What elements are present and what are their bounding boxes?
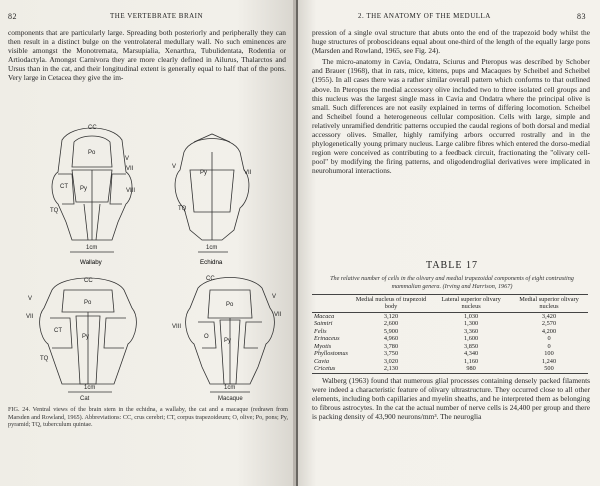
- table-cell: Cricetus: [312, 365, 350, 373]
- wallaby-label-vii: VII: [126, 166, 134, 172]
- table-cell: 980: [432, 365, 510, 373]
- table-cell: 500: [510, 365, 588, 373]
- table-row: [312, 365, 588, 373]
- table-cell: 4,200: [541, 327, 557, 335]
- macaque-species-label: Macaque: [218, 396, 243, 402]
- table-cell: 3,780: [383, 342, 399, 350]
- table-cell: 3,420: [541, 312, 557, 320]
- left-body-text: [8, 28, 286, 85]
- table-row: [312, 343, 588, 351]
- table-cell: 4,960: [383, 335, 399, 343]
- macaque-label-o: O: [204, 334, 209, 340]
- table-cell: 1,300: [463, 320, 479, 328]
- table-header: Medial nucleus of trapezoid body: [350, 295, 432, 313]
- right-page-number: 83: [577, 12, 586, 21]
- table-header: Lateral superior olivary nucleus: [432, 295, 510, 313]
- table-cell: Macaca: [314, 312, 335, 320]
- echidna-label-vii: VII: [244, 170, 252, 176]
- table-cell: 1,160: [463, 357, 479, 365]
- left-page-number: 82: [8, 12, 17, 21]
- macaque-label-v: V: [272, 294, 277, 300]
- wallaby-label-ct: CT: [60, 184, 68, 190]
- cat-label-vii: VII: [26, 314, 34, 320]
- table-cell: 0: [547, 342, 551, 350]
- wallaby-brain-drawing: [52, 128, 132, 252]
- wallaby-label-v: V: [125, 156, 130, 162]
- macaque-scale: 1cm: [224, 385, 236, 391]
- echidna-label-py: Py: [200, 170, 208, 176]
- table-cell: 3,020: [383, 357, 399, 365]
- table-cell: 2,600: [383, 320, 399, 328]
- macaque-label-py: Py: [224, 338, 232, 344]
- table-cell: Phyllostomus: [314, 350, 348, 358]
- table-cell: 3,750: [383, 350, 399, 358]
- wallaby-label-po: Po: [88, 150, 96, 156]
- left-running-title: THE VERTEBRATE BRAIN: [110, 12, 204, 20]
- right-paragraph-1: pression of a single oval structure that abuts onto the end of the trapezoid body whilst the huge structures of proboscideans equal about one-third of the length of the equally large pons (Marsden and Rowland, 1965, see Fig. 24).: [312, 28, 590, 56]
- table-cell: Erinaceus: [314, 335, 340, 343]
- table-cell: 0: [547, 335, 551, 343]
- table-header-row: [312, 295, 588, 313]
- table-title: TABLE 17: [426, 260, 478, 271]
- wallaby-label-cc: CC: [88, 125, 97, 131]
- table-cell: Myotis: [314, 342, 332, 350]
- macaque-label-cc: CC: [206, 276, 215, 282]
- table-row: [312, 312, 588, 320]
- left-page: [0, 0, 296, 486]
- echidna-name: Echidna: [200, 259, 223, 266]
- right-body-text-after-table: [312, 376, 590, 423]
- cat-species-label: Cat: [80, 396, 90, 402]
- cat-label-tq: TQ: [40, 356, 49, 362]
- left-paragraph: components that are particularly large. Spreading both posteriorly and peripherally they can then result in a distinct bulge on the ventrolateral medullary wall. No such eminences are visible amongst the Monotremata, Marsupialia, Xenarthra, Tubulidentata, Rodentia or Artiodactyla. Amongst Carnivora they are more clearly defined in Ailurus, Thalarctos and Ursus than in the cat, and their longitudinal extent is generally equal to half that of the pons. Very large in Cetacea they give the im-: [8, 28, 286, 83]
- table-cell: 3,120: [383, 312, 399, 320]
- cat-label-cc: CC: [84, 278, 93, 284]
- table-cell: 2,130: [350, 365, 432, 373]
- macaque-label-vii: VII: [274, 312, 282, 318]
- wallaby-scale: 1cm: [86, 245, 98, 251]
- table-header: [312, 295, 350, 313]
- table-cell: 3,850: [463, 342, 479, 350]
- table-cell: 100: [544, 350, 554, 358]
- wallaby-label-tq: TQ: [50, 208, 59, 214]
- wallaby-name: Wallaby: [80, 259, 102, 266]
- table-row: [312, 320, 588, 328]
- table-cell: 2,570: [541, 320, 557, 328]
- macaque-label-viii: VIII: [172, 324, 182, 330]
- right-running-title: 2. THE ANATOMY OF THE MEDULLA: [358, 12, 491, 20]
- wallaby-label-py: Py: [80, 186, 88, 192]
- table-cell: 1,030: [463, 312, 479, 320]
- table-row: [312, 328, 588, 336]
- echidna-label-v: V: [172, 164, 177, 170]
- right-body-text: [312, 28, 590, 178]
- echidna-brain-drawing: [175, 134, 249, 252]
- cat-label-ct: CT: [54, 328, 62, 334]
- right-paragraph-2: The micro-anatomy in Cavia, Ondatra, Sciurus and Pteropus was described by Schober and Brauer (1968), that in rats, mice, kittens, pups and Macaques by Scheibel and Scheibel (1955). In all cases there was a rather similar overall pattern which conforms to that outlined above. In Pteropus the medial accessory olive included two to three isolated cell groups and this nucleus was the largest single mass in Cavia and Ondatra where the principal olive is small. Such differences are not easily explained in terms of differing locomotion. Scheibel and Scheibel found a heterogeneous cellular composition. Cells with large, simple and relatively unramified dendritic patterns occupied the caudal regions of both dorsal and medial accessory olives. Smaller, highly ramifying arbors occurred rostrally and in the phylogenetically young primary nucleus. Large calibre fibres which entered the dorso-medial region were conceived as contributing to a feedback circuit, fractionating the "olivary cell-pool" by modifying the firing patterns, and oligodendroglial derivatives were implicated in neurohumoral interactions.: [312, 57, 590, 176]
- table-cell: 5,900: [383, 327, 399, 335]
- table-row: [312, 350, 588, 358]
- table-17: [312, 294, 588, 374]
- cat-scale: 1cm: [84, 385, 96, 391]
- echidna-scale: 1cm: [206, 245, 218, 251]
- table-caption: The relative number of cells in the olivary and medial trapezoidal components of eight contrasting mammalian genera. (Irving and Harrison, 1967): [330, 275, 574, 290]
- table-cell: Cavia: [314, 357, 330, 365]
- right-paragraph-3: Walberg (1963) found that numerous glial processes containing densely packed filaments were indeed a characteristic feature of olivary ultrastructure. They occurred close to all other elements, including both capillaries and myelin sheaths, and he interpreted them as belonging to fibrous astrocytes. In the cat the actual number of nerve cells is 24,400 per group and there is packing density of 43,900 neurons/mm³. The neuroglia: [312, 376, 590, 422]
- table-cell: Felis: [314, 327, 327, 335]
- table-row: [312, 335, 588, 343]
- table-row: [312, 358, 588, 366]
- macaque-label-po: Po: [226, 302, 234, 308]
- figure-caption: FIG. 24. Ventral views of the brain stem in the echidna, a wallaby, the cat and a macaque (redrawn from Marsden and Rowland, 1965). Abbreviations: CC, crus cerebri; CT, corpus trapezoideum; O, olive; Po, pons; Py, pyramid; TQ, tuberculum quintae.: [8, 406, 288, 429]
- table-cell: Saimiri: [314, 320, 333, 328]
- figure-24: [22, 112, 290, 397]
- table-cell: 3,360: [463, 327, 479, 335]
- cat-label-v: V: [28, 296, 33, 302]
- cat-label-py: Py: [82, 334, 90, 340]
- wallaby-label-viii: VIII: [126, 188, 136, 194]
- table-cell: 1,240: [541, 357, 557, 365]
- table-cell: 1,600: [463, 335, 479, 343]
- table-cell: 4,340: [463, 350, 479, 358]
- cat-label-po: Po: [84, 300, 92, 306]
- echidna-label-tq: TQ: [178, 206, 187, 212]
- macaque-brain-drawing: [186, 278, 275, 393]
- table-header: Medial superior olivary nucleus: [510, 295, 588, 313]
